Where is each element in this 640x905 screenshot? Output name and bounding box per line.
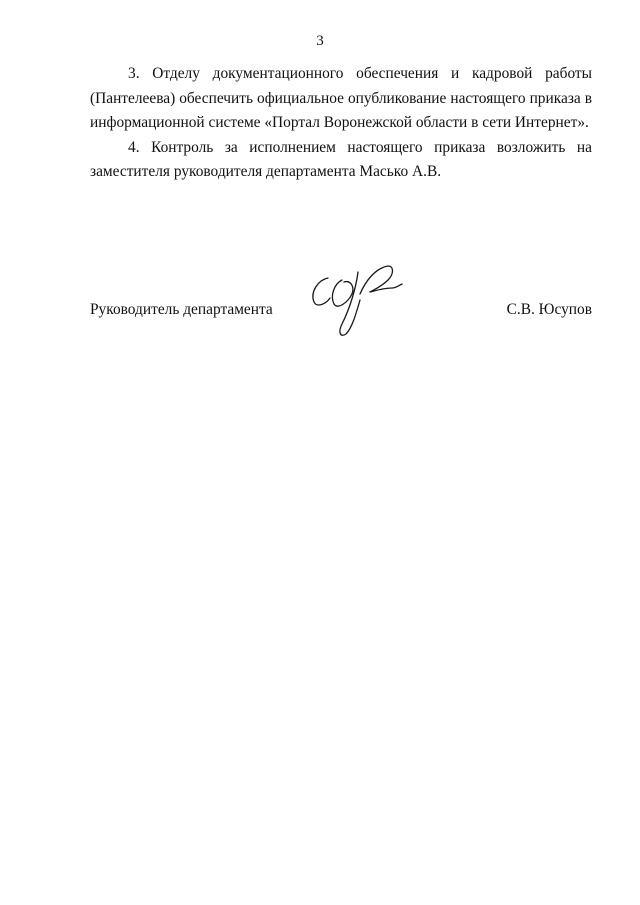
paragraph-item-4: 4. Контроль за исполнением настоящего приказа возложить на заместителя руководителя департамента Масько А.В. xyxy=(90,138,592,180)
page-number: 3 xyxy=(316,33,324,49)
signature-stroke-2 xyxy=(332,280,352,306)
signatory-name: С.В. Юсупов xyxy=(506,301,592,318)
signatory-position: Руководитель департамента xyxy=(90,301,273,318)
signature-stroke-1 xyxy=(313,278,330,305)
paragraph-item-3: 3. Отделу документационного обеспечения и кадровой работы (Пантелеева) обеспечить официальное опубликование настоящего приказа в информационной системе «Портал Воронежской области в сети Интернет». xyxy=(90,65,592,131)
document-body xyxy=(90,62,592,185)
signature-stroke-5 xyxy=(370,284,402,292)
handwritten-signature xyxy=(298,258,408,342)
